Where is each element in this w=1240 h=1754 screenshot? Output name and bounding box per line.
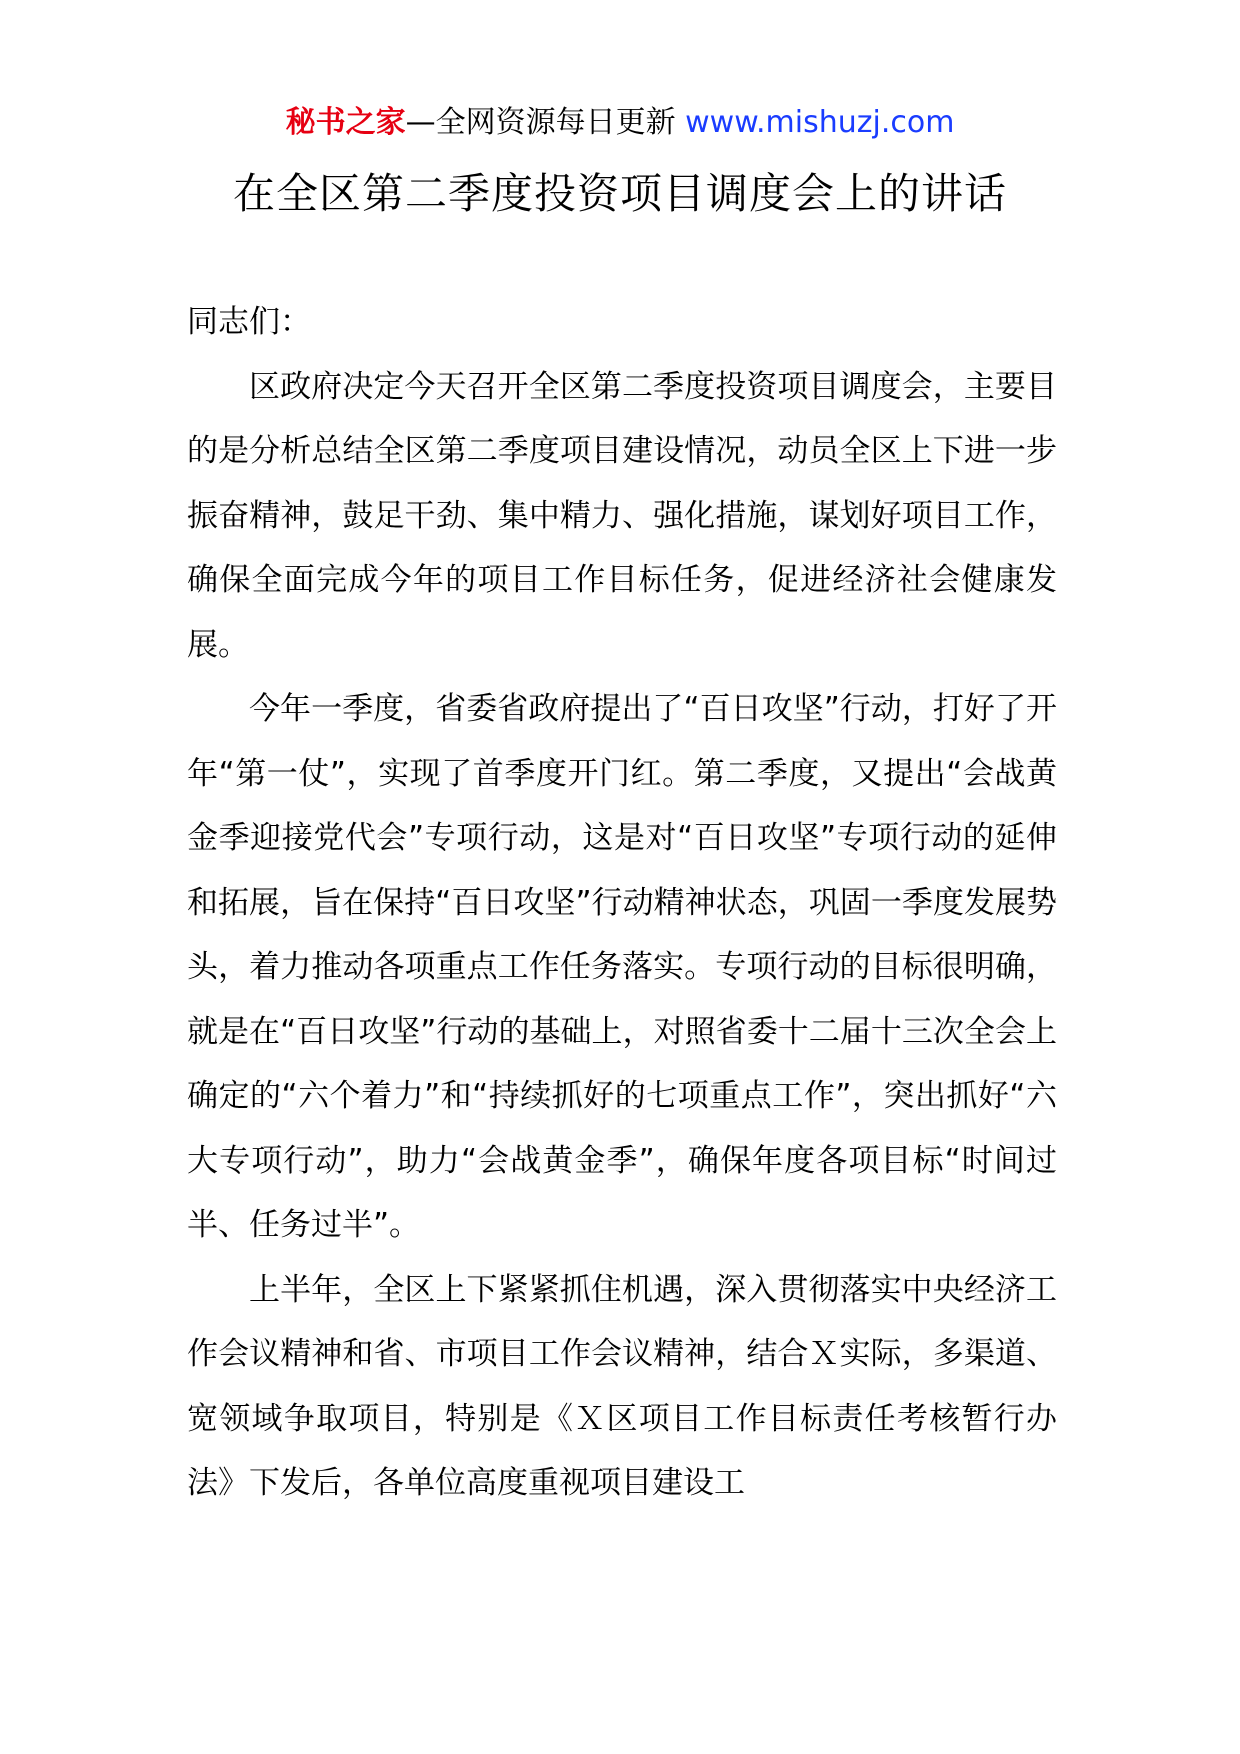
header-tagline: —全网资源每日更新 bbox=[405, 105, 676, 140]
brand-name: 秘书之家 bbox=[285, 105, 406, 140]
site-header bbox=[0, 98, 1240, 148]
document-body bbox=[187, 290, 1057, 1516]
document-title: 在全区第二季度投资项目调度会上的讲话 bbox=[232, 169, 1007, 218]
salutation: 同志们： bbox=[187, 304, 311, 340]
paragraph-1: 区政府决定今天召开全区第二季度投资项目调度会，主要目的是分析总结全区第二季度项目建设情况，动员全区上下进一步振奋精神，鼓足干劲、集中精力、强化措施，谋划好项目工作，确保全面完成今年的项目工作目标任务，促进经济社会健康发展。 bbox=[187, 368, 1057, 663]
paragraph-2: 今年一季度，省委省政府提出了“百日攻坚”行动，打好了开年“第一仗”，实现了首季度开门红。第二季度，又提出“会战黄金季迎接党代会”专项行动，这是对“百日攻坚”专项行动的延伸和拓展，旨在保持“百日攻坚”行动精神状态，巩固一季度发展势头，着力推动各项重点工作任务落实。专项行动的目标很明确，就是在“百日攻坚”行动的基础上，对照省委十二届十三次全会上确定的“六个着力”和“持续抓好的七项重点工作”，突出抓好“六大专项行动”，助力“会战黄金季”，确保年度各项目标“时间过半、任务过半”。 bbox=[187, 691, 1057, 1243]
site-url-link[interactable]: www.mishuzj.com bbox=[685, 105, 955, 140]
paragraph-3: 上半年，全区上下紧紧抓住机遇，深入贯彻落实中央经济工作会议精神和省、市项目工作会议精神，结合Ｘ实际，多渠道、宽领域争取项目，特别是《Ｘ区项目工作目标责任考核暂行办法》下发后，各单位高度重视项目建设工 bbox=[187, 1271, 1057, 1501]
